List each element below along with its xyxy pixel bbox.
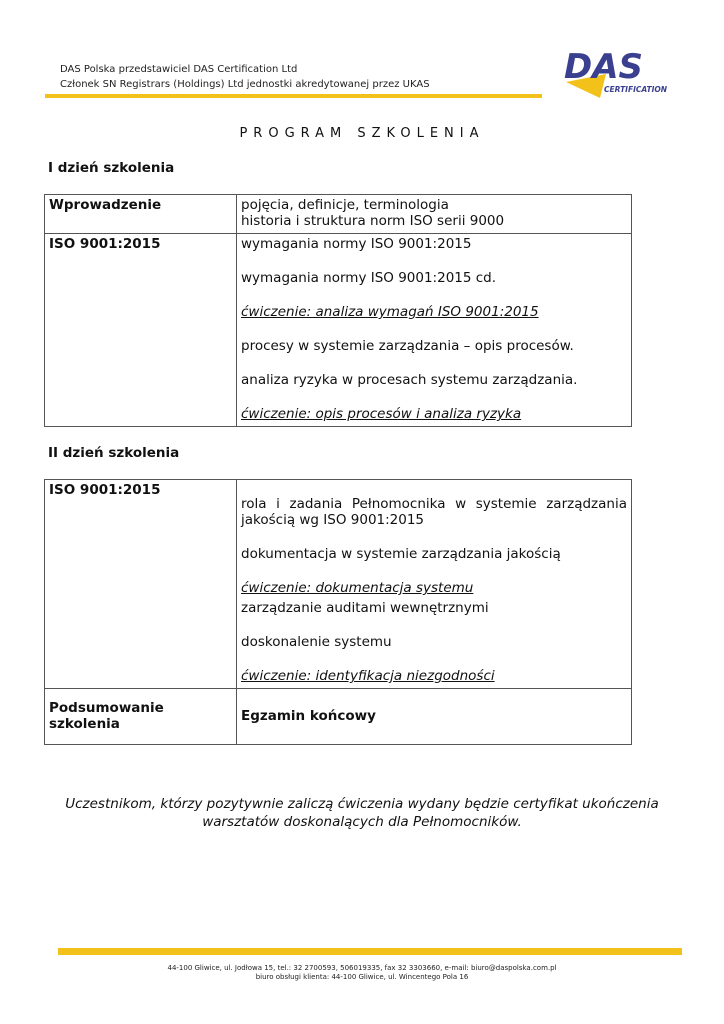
day-2-table: [44, 479, 632, 745]
exercise-text: ćwiczenie: opis procesów i analiza ryzyka: [241, 406, 522, 422]
header-line-1: DAS Polska przedstawiciel DAS Certification Ltd: [60, 64, 298, 75]
row-content: [237, 480, 632, 689]
item-text: rola i zadania Pełnomocnika w systemie zarządzania jakością wg ISO 9001:2015: [241, 496, 627, 528]
day-2-heading: II dzień szkolenia: [48, 445, 180, 461]
day-1-heading: I dzień szkolenia: [48, 160, 175, 176]
item-text: zarządzanie auditami wewnętrznymi: [241, 600, 489, 616]
exercise-text: ćwiczenie: identyfikacja niezgodności: [241, 668, 495, 684]
item-text: procesy w systemie zarządzania – opis procesów.: [241, 338, 574, 354]
row-label: Podsumowanie szkolenia: [45, 689, 237, 745]
row-content: [237, 234, 632, 427]
note-line-2: warsztatów doskonalących dla Pełnomocników.: [202, 814, 522, 830]
item-text: pojęcia, definicje, terminologia: [241, 197, 449, 213]
footer-rule: [58, 948, 682, 955]
table-row: [45, 689, 632, 745]
footer-service-office: biuro obsługi klienta: 44-100 Gliwice, ul. Wincentego Pola 16: [255, 973, 469, 981]
item-text: wymagania normy ISO 9001:2015: [241, 236, 472, 252]
row-content: Egzamin końcowy: [237, 689, 632, 745]
item-text: doskonalenie systemu: [241, 634, 392, 650]
table-row: [45, 234, 632, 427]
item-text: wymagania normy ISO 9001:2015 cd.: [241, 270, 497, 286]
logo-text: DAS: [564, 47, 644, 87]
row-label: Wprowadzenie: [45, 195, 237, 234]
note-line-1: Uczestnikom, którzy pozytywnie zaliczą ćwiczenia wydany będzie certyfikat ukończenia: [65, 796, 659, 812]
table-row: [45, 480, 632, 689]
page-title: PROGRAM SZKOLENIA: [239, 126, 485, 141]
das-certification-logo: [560, 44, 672, 100]
row-label: ISO 9001:2015: [45, 480, 237, 689]
table-row: [45, 195, 632, 234]
certificate-note: [40, 795, 684, 831]
footer-address: 44-100 Gliwice, ul. Jodłowa 15, tel.: 32 2700593, 506019335, fax 32 3303660, e-mail: biuro@daspolska.com.pl: [167, 964, 557, 972]
header-rule: [45, 94, 542, 98]
item-text: historia i struktura norm ISO serii 9000: [241, 213, 505, 229]
exercise-text: ćwiczenie: analiza wymagań ISO 9001:2015: [241, 304, 539, 320]
item-text: analiza ryzyka w procesach systemu zarządzania.: [241, 372, 578, 388]
row-content: [237, 195, 632, 234]
logo-subtext: CERTIFICATION: [604, 85, 668, 94]
item-text: dokumentacja w systemie zarządzania jakością: [241, 546, 561, 562]
header-line-2: Członek SN Registrars (Holdings) Ltd jednostki akredytowanej przez UKAS: [60, 79, 430, 90]
day-1-table: [44, 194, 632, 427]
exercise-text: ćwiczenie: dokumentacja systemu: [241, 580, 474, 596]
row-label: ISO 9001:2015: [45, 234, 237, 427]
